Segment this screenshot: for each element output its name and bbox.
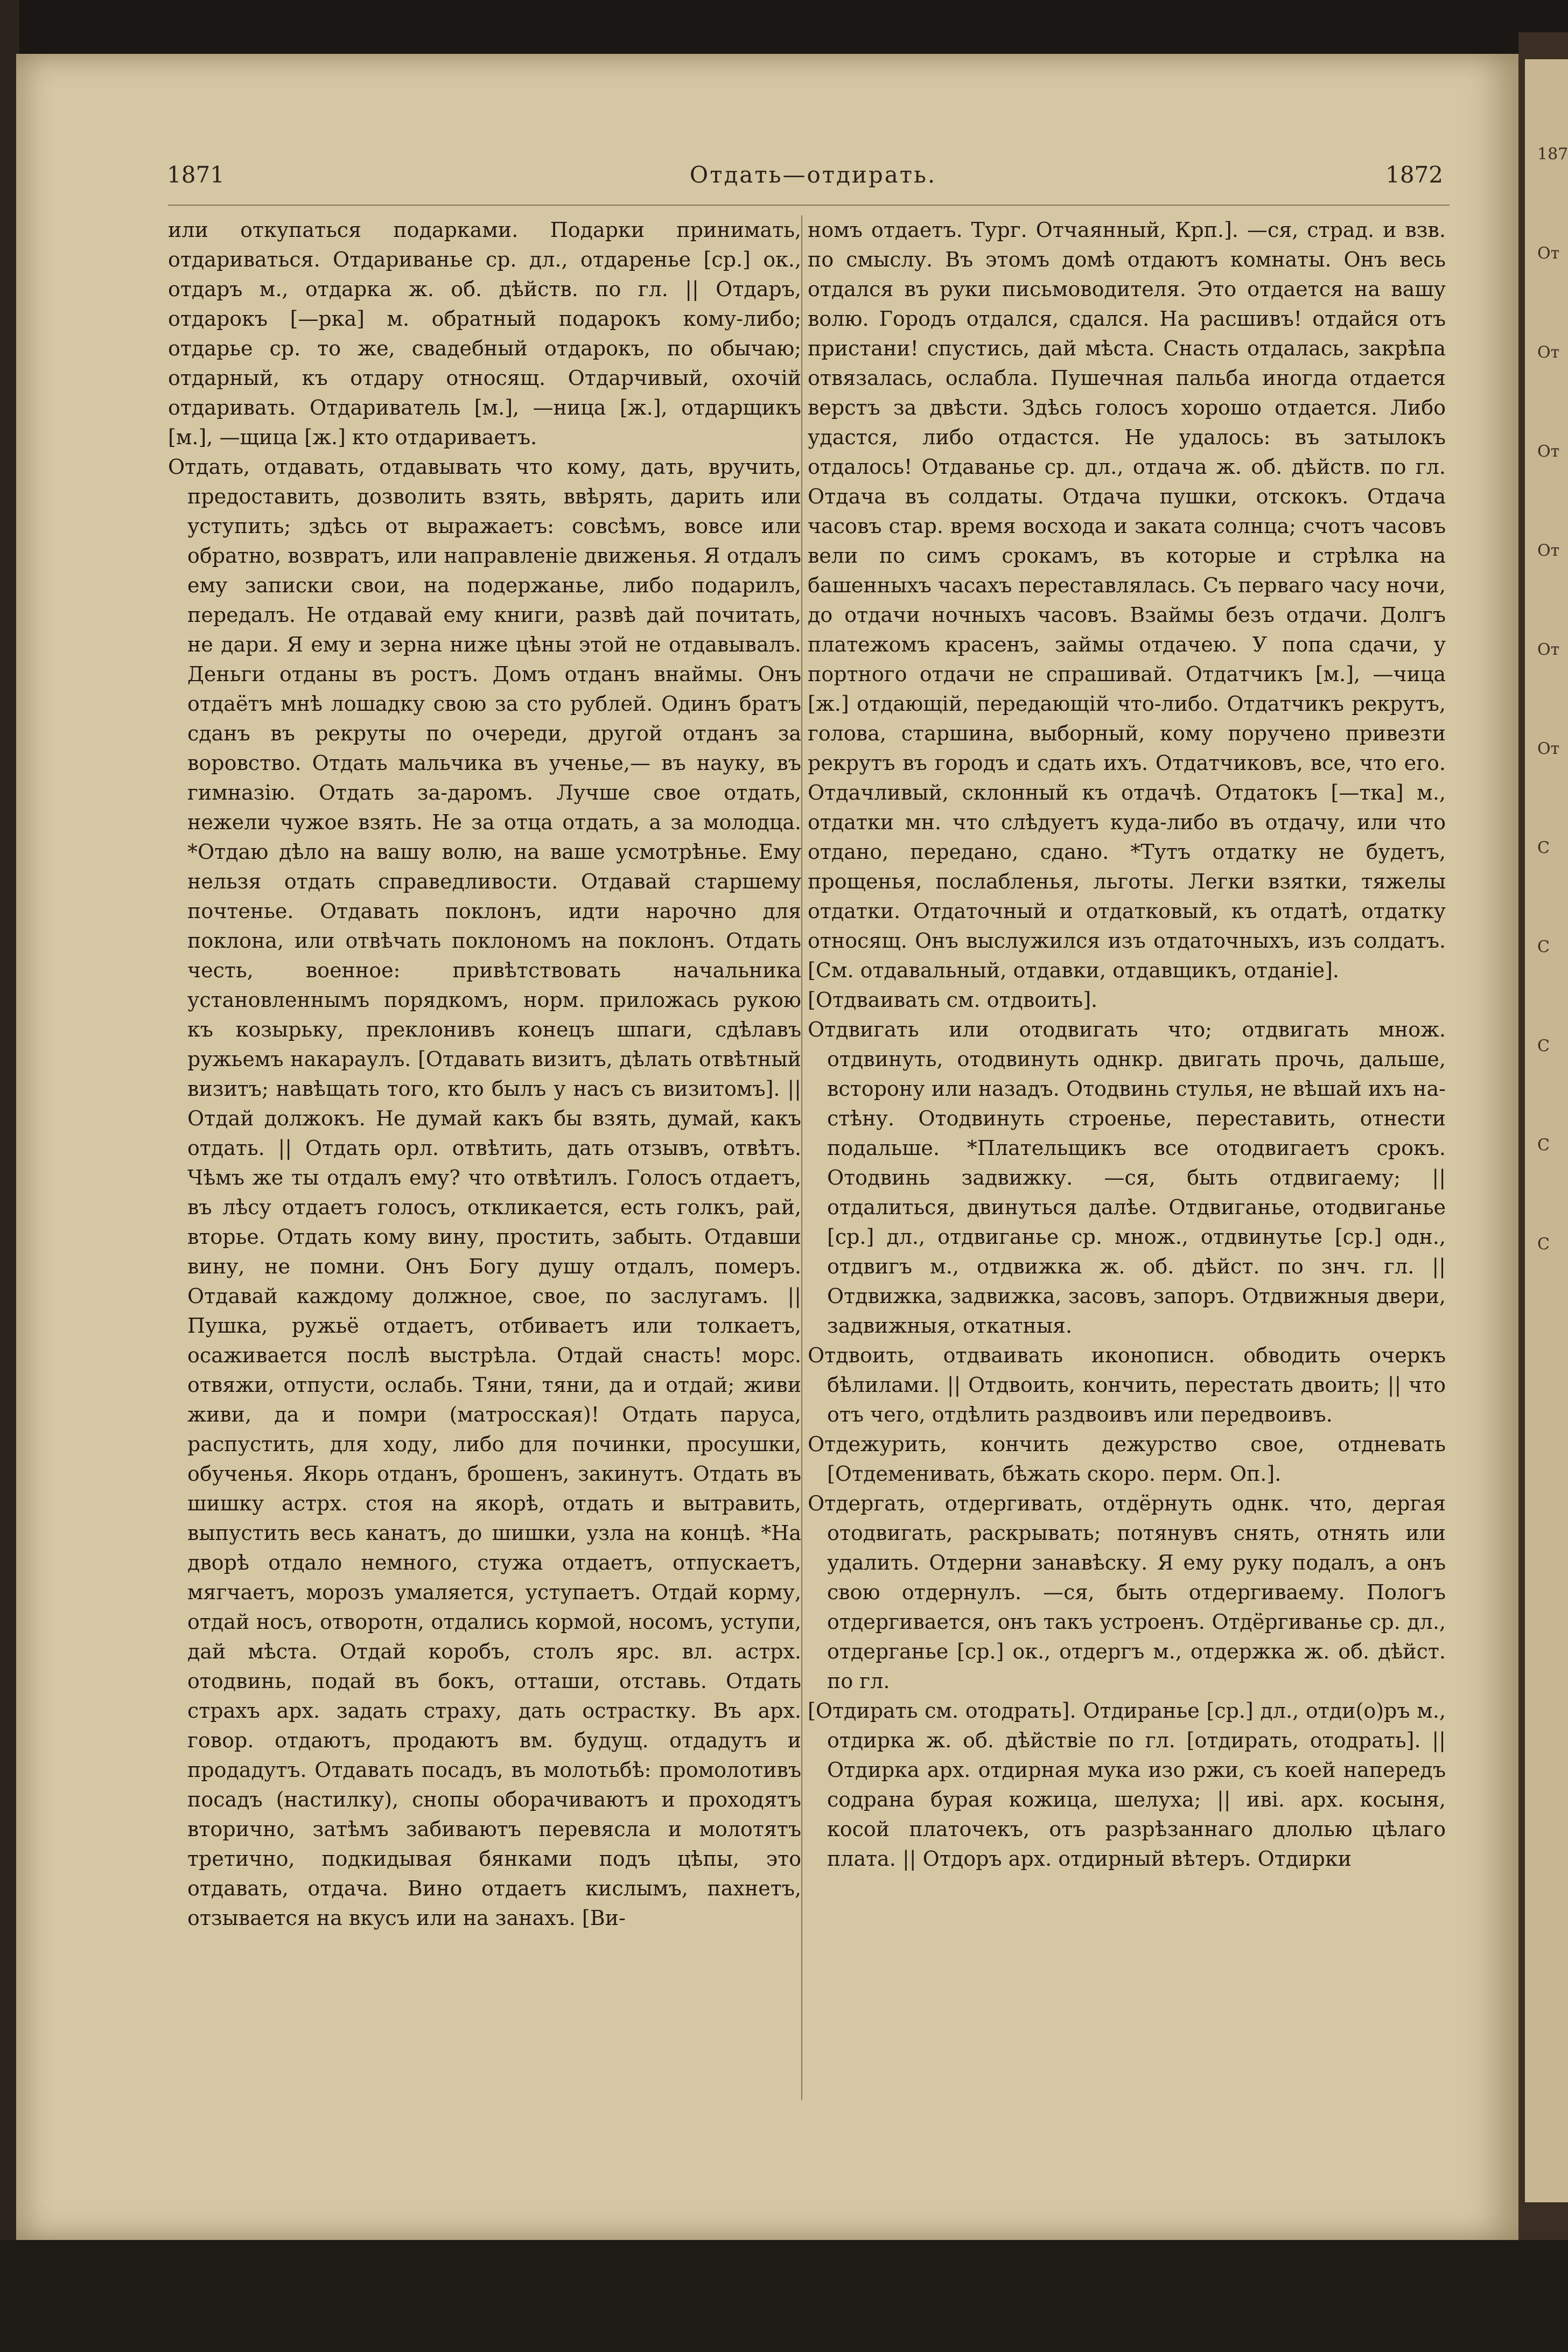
- edge-mark: От: [1537, 244, 1560, 263]
- dictionary-entry: Отдать, отдавать, отдавывать что кому, дать, вручить, предоставить, дозволить взять, ввѣрять, дарить или уступить; здѣсь от выражаетъ: совсѣмъ, вовсе или обратно, возвратъ, или направленіе движенья. Я отдалъ ему записки свои, на подержанье, либо подарилъ, передалъ. Не отдавай ему книги, развѣ дай почитать, не дари. Я ему и зерна ниже цѣны этой не отдавывалъ. Деньги отданы въ ростъ. Домъ отданъ внаймы. Онъ отдаётъ мнѣ лошадку свою за сто рублей. Одинъ братъ сданъ въ рекруты по очереди, другой отданъ за воровство. Отдать мальчика въ ученье,— въ науку, въ гимназію. Отдать за-даромъ. Лучше свое отдать, нежели чужое взять. Не за отца отдать, а за молодца. *Отдаю дѣло на вашу волю, на ваше усмотрѣнье. Ему нельзя отдать справедливости. Отдавай старшему почтенье. Отдавать поклонъ, идти нарочно для поклона, или отвѣчать поклономъ на поклонъ. Отдать честь, военное: привѣтствовать начальника установленнымъ порядкомъ, норм. приложась рукою къ козырьку, преклонивъ конецъ шпаги, сдѣлавъ ружьемъ накараулъ. [Отдавать визитъ, дѣлать отвѣтный визитъ; навѣщать того, кто былъ у насъ съ визитомъ]. || Отдай должокъ. Не думай какъ бы взять, думай, какъ отдать. || Отдать орл. отвѣтить, дать отзывъ, отвѣтъ. Чѣмъ же ты отдалъ ему? что отвѣтилъ. Голосъ отдаетъ, въ лѣсу отдаетъ голосъ, откликается, есть голкъ, рай, вторье. Отдать кому вину, простить, забыть. Отдавши вину, не помни. Онъ Богу душу отдалъ, померъ. Отдавай каждому должное, свое, по заслугамъ. || Пушка, ружьё отдаетъ, отбиваетъ или толкаетъ, осаживается послѣ выстрѣла. Отдай снасть! морс. отвяжи, отпусти, ослабь. Тяни, тяни, да и отдай; живи живи, да и помри (матросская)! Отдать паруса, распустить, для ходу, либо для починки, просушки, обученья. Якорь отданъ, брошенъ, закинутъ. Отдать въ шишку астрх. стоя на якорѣ, отдать и вытравить, выпустить весь канатъ, до шишки, узла на концѣ. *На дворѣ отдало немного, стужа отдаетъ, отпускаетъ, мягчаетъ, морозъ умаляется, уступаетъ. Отдай корму, отдай носъ, отворотн, отдались кормой, носомъ, уступи, дай мѣста. Отдай коробъ, столъ ярс. вл. астрх. отодвинь, подай въ бокъ, отташи, отставь. Отдать страхъ арх. задать страху, дать острастку. Въ арх. говор. отдаютъ, продаютъ вм. будущ. отдадутъ и продадутъ. Отдавать посадъ, въ молотьбѣ: промолотивъ посадъ (настилку), снопы оборачиваютъ и проходятъ вторично, затѣмъ забиваютъ перевясла и молотятъ третично, подкидывая бянками подъ цѣпы, это отдавать, отдача. Вино отдаетъ кислымъ, пахнетъ, отзывается на вкусъ или на занахъ. [Ви-: [168, 455, 801, 1930]
- edge-mark: От: [1537, 343, 1560, 362]
- dictionary-entry: [Отдваивать см. отдвоить].: [808, 988, 1098, 1012]
- edge-mark: С: [1537, 1235, 1550, 1254]
- dictionary-entry: номъ отдаетъ. Тург. Отчаянный, Крп.]. —ся, страд. и взв. по смыслу. Въ этомъ домѣ отдаютъ комнаты. Онъ весь отдался въ руки письмоводителя. Это отдается на вашу волю. Городъ отдался, сдался. На расшивъ! отдайся отъ пристани! спустись, дай мѣста. Снасть отдалась, закрѣпа отвязалась, ослабла. Пушечная пальба иногда отдается верстъ за двѣсти. Здѣсь голосъ хорошо отдается. Либо удастся, либо отдастся. Не удалось: въ затылокъ отдалось! Отдаванье ср. дл., отдача ж. об. дѣйств. по гл. Отдача въ солдаты. Отдача пушки, отскокъ. Отдача часовъ стар. время восхода и заката солнца; счотъ часовъ вели по симъ срокамъ, въ которые и стрѣлка на башенныхъ часахъ переставлялась. Съ перваго часу ночи, до отдачи ночныхъ часовъ. Взаймы безъ отдачи. Долгъ платежомъ красенъ, займы отдачею. У попа сдачи, у портного отдачи не спрашивай. Отдатчикъ [м.], —чица [ж.] отдающій, передающій что-либо. Отдатчикъ рекрутъ, голова, старшина, выборный, кому поручено привезти рекрутъ въ городъ и сдать ихъ. Отдатчиковъ, все, что его. Отдачливый, склонный къ отдачѣ. Отдатокъ [—тка] м., отдатки мн. что слѣдуетъ куда-либо въ отдачу, или что отдано, передано, сдано. *Тутъ отдатку не будетъ, прощенья, послабленья, льготы. Легки взятки, тяжелы отдатки. Отдаточный и отдатковый, къ отдатѣ, отдатку относящ. Онъ выслужился изъ отдаточныхъ, изъ солдатъ. [См. отдавальный, отдавки, отдавщикъ, отданіе].: [808, 218, 1446, 982]
- page-number-left: 1871: [167, 162, 225, 188]
- running-title: Отдать—отдирать.: [689, 162, 937, 188]
- edge-mark: От: [1537, 640, 1560, 659]
- edge-mark: 187: [1537, 145, 1568, 164]
- edge-mark: С: [1537, 838, 1550, 857]
- page-number-right: 1872: [1385, 162, 1443, 188]
- page-header: [167, 162, 1459, 194]
- dictionary-entry: Отдвоить, отдваивать иконописн. обводить очеркъ бѣлилами. || Отдвоить, кончить, перестать двоить; || что отъ чего, отдѣлить раздвоивъ или передвоивъ.: [808, 1343, 1446, 1426]
- edge-mark: С: [1537, 937, 1550, 956]
- right-column: [808, 215, 1446, 1874]
- edge-mark: От: [1537, 739, 1560, 758]
- dictionary-entry: Отдежурить, кончить дежурство свое, отдневать [Отдеменивать, бѣжать скоро. перм. Оп.].: [808, 1432, 1446, 1486]
- edge-mark: С: [1537, 1037, 1550, 1055]
- dictionary-entry: [Отдирать см. отодрать]. Отдиранье [ср.] дл., отди(о)ръ м., отдирка ж. об. дѣйствіе по гл. [отдирать, отодрать]. || Отдирка арх. отдирная мука изо ржи, съ коей напередъ содрана бурая кожица, шелуха; || иві. арх. косыня, косой платочекъ, отъ разрѣзаннаго длолью цѣлаго плата. || Отдоръ арх. отдирный вѣтеръ. Отдирки: [808, 1699, 1446, 1871]
- edge-mark: От: [1537, 442, 1560, 461]
- edge-mark: С: [1537, 1136, 1550, 1154]
- edge-marks: [1537, 145, 1568, 1254]
- dictionary-entry: или откупаться подарками. Подарки принимать, отдариваться. Отдариванье ср. дл., отдаренье [ср.] ок., отдаръ м., отдарка ж. об. дѣйств. по гл. || Отдаръ, отдарокъ [—рка] м. обратный подарокъ кому-либо; отдарье ср. то же, свадебный отдарокъ, по обычаю; отдарный, къ отдару относящ. Отдарчивый, охочій отдаривать. Отдариватель [м.], —ница [ж.], отдарщикъ [м.], —щица [ж.] кто отдариваетъ.: [168, 218, 801, 449]
- scan-bottom-border: [0, 2240, 1568, 2352]
- column-divider: [801, 215, 802, 2100]
- edge-mark: От: [1537, 541, 1560, 560]
- left-column: [168, 215, 801, 1933]
- dictionary-entry: Отдергать, отдергивать, отдёрнуть однк. что, дергая отодвигать, раскрывать; потянувъ снять, отнять или удалить. Отдерни занавѣску. Я ему руку подалъ, а онъ свою отдернулъ. —ся, быть отдергиваему. Пологъ отдергивается, онъ такъ устроенъ. Отдёргиванье ср. дл., отдерганье [ср.] ок., отдергъ м., отдержка ж. об. дѣйст. по гл.: [808, 1492, 1446, 1693]
- header-rule: [168, 205, 1450, 206]
- dictionary-entry: Отдвигать или отодвигать что; отдвигать множ. отдвинуть, отодвинуть однкр. двигать прочь, дальше, всторону или назадъ. Отодвинь стулья, не вѣшай ихъ на-стѣну. Отодвинуть строенье, переставить, отнести подальше. *Плательщикъ все отодвигаетъ срокъ. Отодвинь задвижку. —ся, быть отдвигаему; || отдалиться, двинуться далѣе. Отдвиганье, отодвиганье [ср.] дл., отдвиганье ср. множ., отдвинутье [ср.] одн., отдвигъ м., отдвижка ж. об. дѣйст. по знч. гл. || Отдвижка, задвижка, засовъ, запоръ. Отдвижныя двери, задвижныя, откатныя.: [808, 1018, 1446, 1338]
